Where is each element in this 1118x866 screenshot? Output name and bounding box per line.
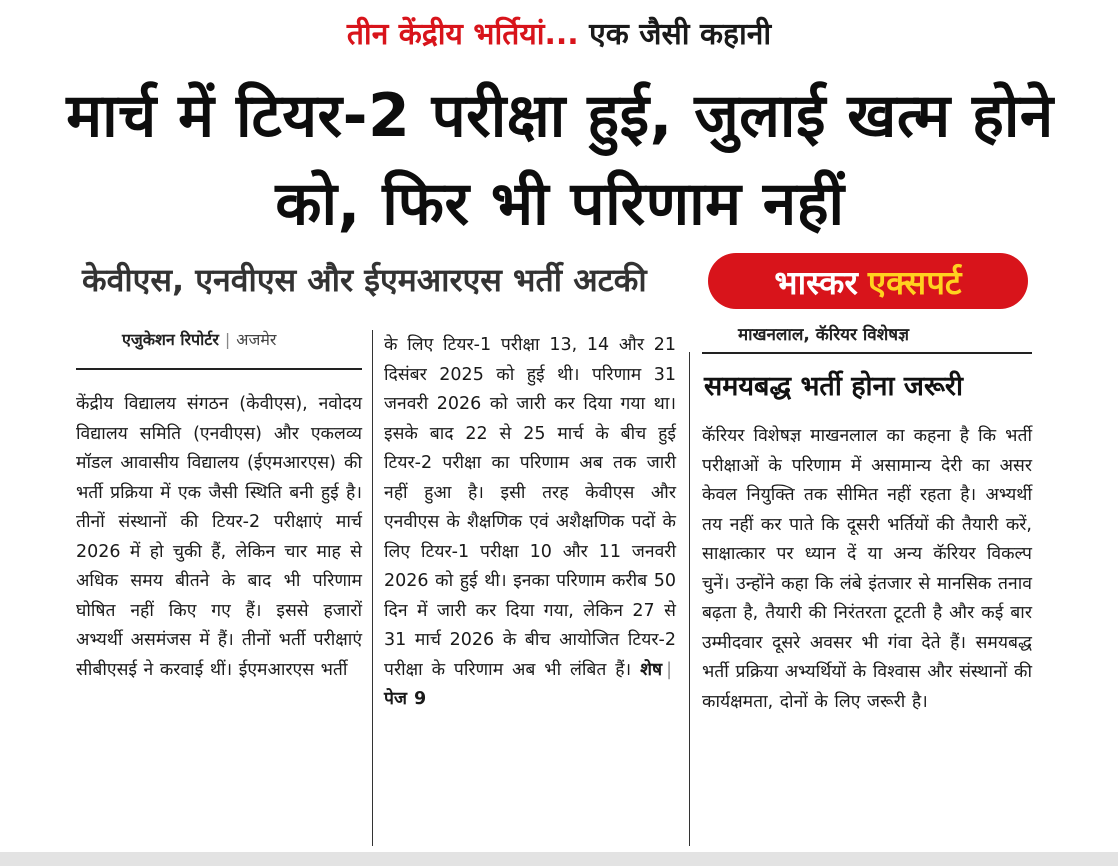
bottom-border <box>0 852 1118 866</box>
expert-section-title: समयबद्ध भर्ती होना जरूरी <box>704 371 963 402</box>
continuation-page: पेज 9 <box>384 689 427 709</box>
column-divider-right <box>689 352 690 846</box>
divider-under-expert <box>702 352 1032 354</box>
byline-separator: | <box>224 330 231 349</box>
expert-badge-word1: भास्कर <box>774 262 858 302</box>
kicker-line <box>0 12 1118 53</box>
continuation-separator: | <box>666 659 672 680</box>
byline-reporter: एजुकेशन रिपोर्टर <box>122 330 219 349</box>
byline-city: अजमेर <box>236 330 277 349</box>
article-column-3: कॅरियर विशेषज्ञ माखनलाल का कहना है कि भर्ती परीक्षाओं के परिणाम में असामान्य देरी का असर केवल नियुक्ति तक सीमित नहीं रहता है। अभ्यर्थी तय नहीं कर पाते कि दूसरी भर्तियों की तैयारी करें, साक्षात्कार पर ध्यान दें या अन्य कॅरियर विकल्प चुनें। उन्होंने कहा कि लंबे इंतजार से मानसिक तनाव बढ़ता है, तैयारी की निरंतरता टूटती है और कई बार उम्मीदवार दूसरे अवसर भी गंवा देते हैं। समयबद्ध भर्ती प्रक्रिया अभ्यर्थियों के विश्वास और संस्थानों की कार्यक्षमता, दोनों के लिए जरूरी है। <box>702 426 1032 712</box>
main-headline: मार्च में टियर-2 परीक्षा हुई, जुलाई खत्म होने को, फिर भी परिणाम नहीं <box>66 81 1054 239</box>
expert-badge-word2: एक्सपर्ट <box>867 262 962 302</box>
continuation-label: शेष <box>640 659 663 680</box>
kicker-red: तीन केंद्रीय भर्तियां... <box>346 17 579 52</box>
byline <box>122 328 276 350</box>
kicker-black: एक जैसी कहानी <box>589 17 772 52</box>
article-column-2 <box>384 331 676 715</box>
divider-under-byline <box>76 368 362 370</box>
article-column-1: केंद्रीय विद्यालय संगठन (केवीएस), नवोदय विद्यालय समिति (एनवीएस) और एकलव्य मॉडल आवासीय विद्यालय (ईएमआरएस) की भर्ती प्रक्रिया में एक जैसी स्थिति बनी हुई है। तीनों संस्थानों की टियर-2 परीक्षाएं मार्च 2026 में हो चुकी हैं, लेकिन चार माह से अधिक समय बीतने के बाद भी परिणाम घोषित नहीं किए गए हैं। इससे हजारों अभ्यर्थी असमंजस में हैं। तीनों भर्ती परीक्षाएं सीबीएसई ने करवाई थीं। ईएमआरएस भर्ती <box>76 394 362 680</box>
expert-name: माखनलाल, कॅरियर विशेषज्ञ <box>738 325 910 345</box>
expert-badge <box>708 253 1028 309</box>
column-divider-left <box>372 330 373 846</box>
article-column-2-text: के लिए टियर-1 परीक्षा 13, 14 और 21 दिसंबर 2025 को हुई थी। परिणाम 31 जनवरी 2026 को जारी कर दिया गया था। इसके बाद 22 से 25 मार्च के बीच हुई टियर-2 परीक्षा का परिणाम अब तक जारी नहीं हुआ है। इसी तरह केवीएस और एनवीएस के शैक्षणिक एवं अशैक्षणिक पदों के लिए टियर-1 परीक्षा 10 और 11 जनवरी 2026 को हुई थी। इनका परिणाम करीब 50 दिन में जारी कर दिया गया, लेकिन 27 से 31 मार्च 2026 के बीच आयोजित टियर-2 परीक्षा के परिणाम अब भी लंबित हैं। <box>384 335 676 680</box>
subheadline: केवीएस, एनवीएस और ईएमआरएस भर्ती अटकी <box>82 261 647 299</box>
